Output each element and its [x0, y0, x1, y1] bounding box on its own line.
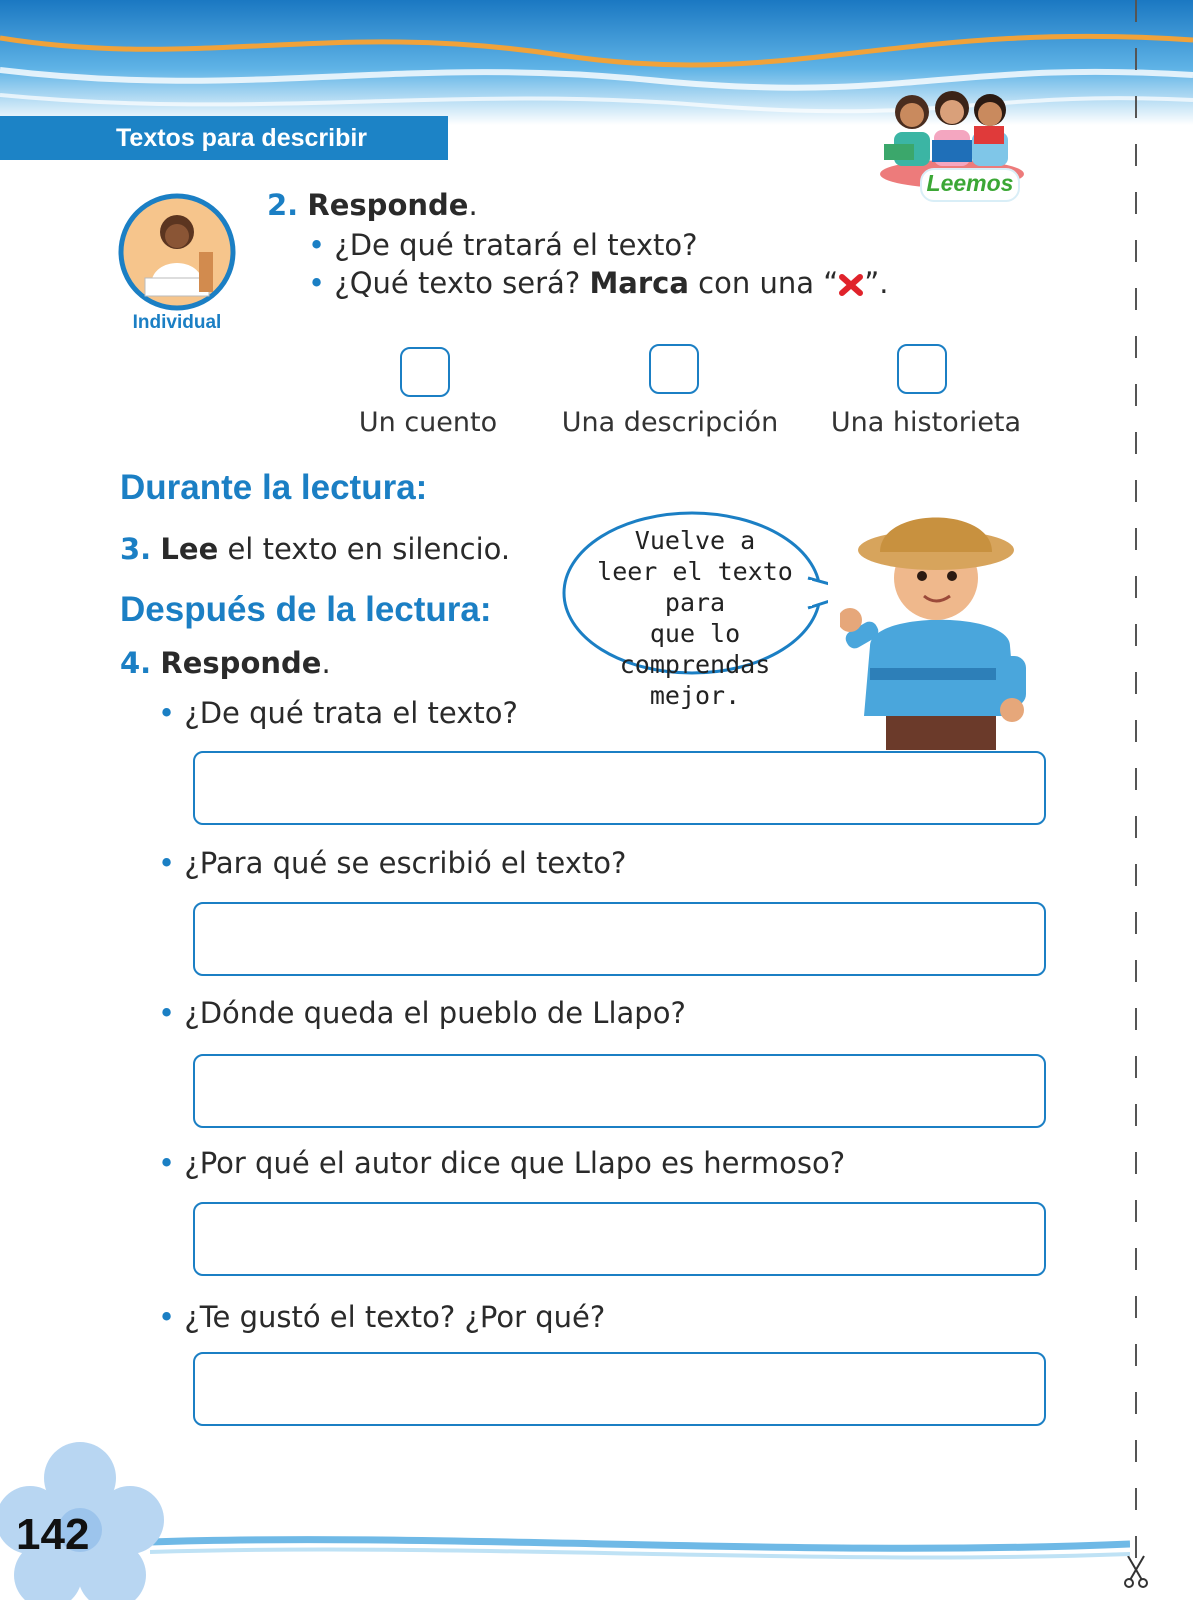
individual-label: Individual — [132, 312, 222, 333]
during-heading: Durante la lectura: — [120, 468, 428, 507]
answer-box-3[interactable] — [193, 1054, 1046, 1128]
activity2-bullet-2: • ¿Qué texto será? Marca con una “ ”. — [308, 266, 889, 300]
question-5: • ¿Te gustó el texto? ¿Por qué? — [158, 1300, 606, 1334]
question-4: • ¿Por qué el autor dice que Llapo es hermoso? — [158, 1146, 846, 1180]
student-writing-icon — [117, 192, 237, 312]
answer-box-4[interactable] — [193, 1202, 1046, 1276]
checkbox-cuento[interactable] — [400, 347, 450, 397]
activity2-verb: Responde — [307, 188, 469, 222]
option-label-historieta: Una historieta — [830, 407, 1022, 438]
question-1: • ¿De qué trata el texto? — [158, 696, 518, 730]
section-tab: Textos para describir — [0, 116, 448, 160]
checkbox-descripcion[interactable] — [649, 344, 699, 394]
activity2-bullet-1: • ¿De qué tratará el texto? — [308, 228, 698, 262]
after-heading: Después de la lectura: — [120, 590, 492, 629]
question-3: • ¿Dónde queda el pueblo de Llapo? — [158, 996, 686, 1030]
activity2-number: 2. — [267, 188, 299, 222]
activity3-line: 3. Lee el texto en silencio. — [120, 532, 511, 566]
answer-box-5[interactable] — [193, 1352, 1046, 1426]
option-label-descripcion: Una descripción — [561, 407, 779, 438]
boy-with-hat-illustration — [840, 496, 1040, 750]
answer-box-1[interactable] — [193, 751, 1046, 825]
red-x-icon — [838, 274, 864, 296]
option-label-cuento: Un cuento — [358, 407, 498, 438]
leemos-badge-label: Leemos — [926, 170, 1014, 196]
speech-bubble-text: Vuelve a leer el texto para que lo comprendas mejor. — [597, 526, 793, 710]
checkbox-historieta[interactable] — [897, 344, 947, 394]
footer-wave — [150, 1528, 1130, 1568]
answer-box-2[interactable] — [193, 902, 1046, 976]
activity4-title: 4. Responde. — [120, 646, 331, 680]
question-2: • ¿Para qué se escribió el texto? — [158, 846, 627, 880]
page-number: 142 — [16, 1510, 90, 1559]
cut-line — [1134, 0, 1138, 1560]
activity2-title: 2. Responde. — [267, 188, 478, 222]
